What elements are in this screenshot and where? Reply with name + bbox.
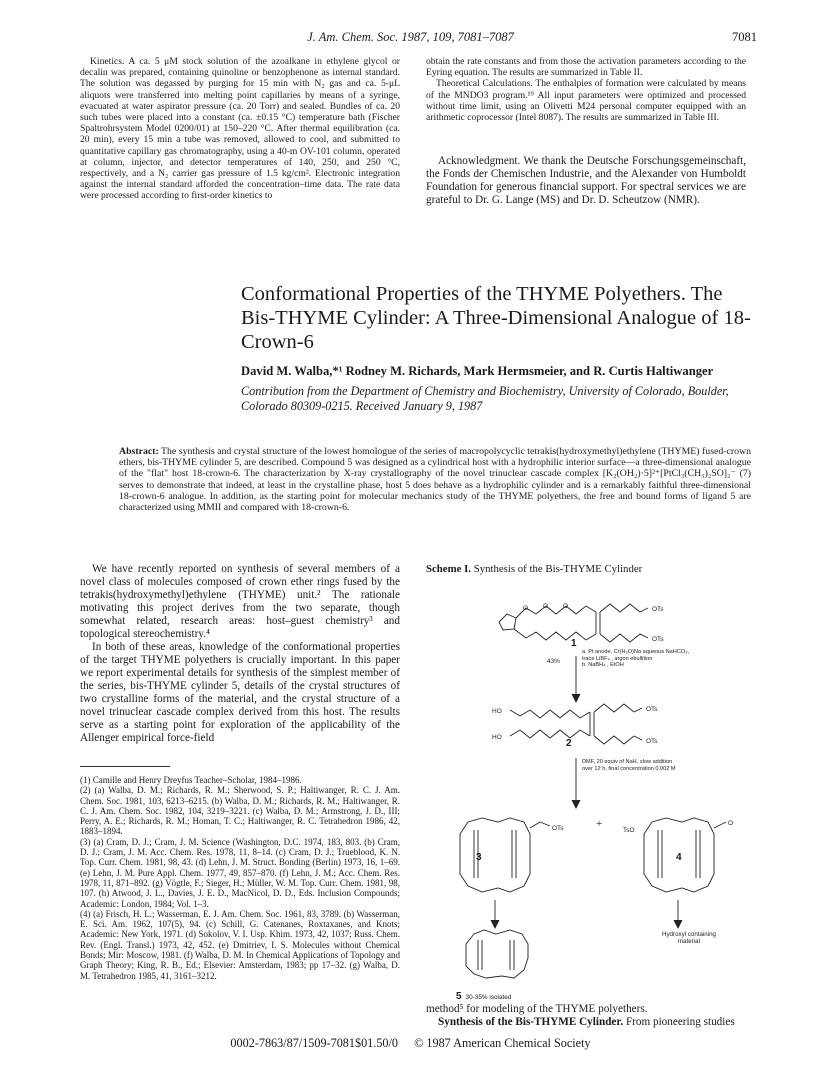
condition-2b: over 12 h, final concentration 0.002 M	[582, 765, 676, 772]
condition-2a: DMF, 20 equiv of NaH, slow addition	[582, 759, 673, 765]
label-ots: OTs	[646, 706, 658, 713]
acknowledgment-block	[426, 155, 746, 207]
reference-1: (1) Camille and Henry Dreyfus Teacher–Scholar, 1984–1986.	[80, 775, 302, 785]
theoretical-paragraph: Theoretical Calculations. The enthalpies of formation were calculated by means of the MNDO3 program.¹⁹ All input parameters were optimized and processed without time limit, using an Olivetti M24 personal computer equipped with an arithmetic coprocessor (Intel 8087). The results are summarized in Table III.	[426, 78, 746, 124]
compound-3-label: 3	[476, 852, 482, 863]
running-header: J. Am. Chem. Soc. 1987, 109, 7081–7087	[307, 30, 514, 44]
condition-1c: b. NaBH₄ , EtOH	[582, 662, 624, 669]
label-ho: HO	[492, 734, 502, 741]
prev-article-left-column	[80, 56, 400, 202]
body-left-column	[80, 563, 400, 745]
compound-5-label: 5	[456, 991, 462, 1002]
scheme-title-text: Synthesis of the Bis-THYME Cylinder	[473, 563, 643, 575]
body-paragraph-1: We have recently reported on synthesis of several members of a novel class of molecules composed of crown ether rings fused by the tetrakis(hydroxymethyl)ethylene (THYME) unit.² The rationale motivating this project derives from the two separate, though somewhat related, research areas: host–guest chemistry³ and topological stereochemistry.⁴	[80, 563, 400, 640]
synthesis-heading: Synthesis of the Bis-THYME Cylinder.	[438, 1016, 624, 1028]
label-ots: OTs	[652, 606, 664, 613]
label-ots: OTs	[652, 636, 664, 643]
compound-4-label: 4	[676, 852, 682, 863]
label-ots: OTs	[552, 825, 564, 832]
compound-3-structure	[460, 818, 550, 892]
scheme-title	[426, 563, 746, 575]
condition-1b: trace LiBF₄ , argon ebullition	[582, 655, 653, 662]
condition-1a: a. Pt anode, Cr(H₂O)Na aqueous NaHCO₃,	[582, 649, 690, 655]
compound-1-structure	[499, 604, 648, 642]
compound-5-structure	[462, 882, 528, 978]
page-footer	[0, 1036, 821, 1051]
page-number: 7081	[732, 30, 757, 44]
author-list: David M. Walba,*¹ Rodney M. Richards, Mark Hermsmeier, and R. Curtis Haltiwanger	[241, 364, 714, 378]
plus-sign: +	[596, 818, 603, 830]
rate-continuation: obtain the rate constants and from those the activation parameters according to the Eyring equation. The results are summarized in Table II.	[426, 56, 746, 79]
compound-4-structure	[644, 818, 726, 892]
scheme-1-figure	[426, 578, 756, 980]
compound-1-label: 1	[571, 638, 577, 649]
label-o: O	[563, 603, 569, 610]
label-ho: HO	[492, 708, 502, 715]
label-tso: TsO	[623, 827, 635, 834]
footer-code: 0002-7863/87/1509-7081$01.50/0	[230, 1036, 398, 1050]
prev-article-right-column	[426, 56, 746, 123]
reference-3: (3) (a) Cram, D. J.; Cram, J. M. Science (Washington, D.C. 1974, 183, 803. (b) Cram, D. J.; Cram, J. M. Acc. Chem. Res. 1978, 11, 8–14. (c) Cram, D. J.; Trueblood, K. N. Top. Curr. Chem. 1981, 98, 43. (d) Lehn, J. M. Struct. Bonding (Berlin) 1973, 16, 1–69. (e) Lehn, J. M. Pure Appl. Chem. 1977, 49, 857–870. (f) Lehn, J. M.; Acc. Chem. Res. 1978, 11, 871–892. (g) Vögtle, F.; Sieger, H.; Müller, W. M. Top. Curr. Chem. 1981, 98, 107. (h) Atwood, J. L., Davies, J. E. D., MacNicol, D. D., Eds. Inclusion Compounds; Academic: London, 1984; Vol. 1–3.	[80, 836, 400, 909]
article-title: Conformational Properties of the THYME Polyethers. The Bis-THYME Cylinder: A Three-Dimensional Analogue of 18-Crown-6	[241, 283, 751, 353]
label-o: O	[523, 605, 529, 612]
compound-2-structure	[510, 704, 642, 744]
label-o: O	[728, 820, 734, 827]
references-list	[80, 775, 400, 981]
conditions-step-1	[582, 649, 752, 669]
footer-copyright: © 1987 American Chemical Society	[414, 1036, 591, 1050]
hydroxyl-line-1: Hydroxyl containing	[662, 931, 716, 938]
synthesis-heading-line	[426, 1016, 746, 1029]
abstract-label: Abstract:	[119, 446, 159, 457]
footnote-rule	[80, 766, 170, 767]
hydroxyl-material-label	[654, 932, 724, 945]
conditions-step-2	[582, 759, 752, 772]
scheme-title-label: Scheme I.	[426, 563, 471, 575]
body-line-method: method⁵ for modeling of the THYME polyethers.	[426, 1003, 648, 1015]
abstract-text: The synthesis and crystal structure of the lowest homologue of the series of macropolycyclic tetrakis(hydroxymethyl)ethylene (THYME) fused-crown ethers, bis-THYME cylinder 5, are described. Compound 5 was designed as a cylindrical host with a hydrophilic interior surface—a three-dimensional analogue of the "flat" host 18-crown-6. The characterization by X-ray crystallography of the novel trinuclear cascade complex [K₂(OH₂)·5]²⁺[PtCl₃(CH₃)₂SO]₂⁻ (7) serves to demonstrate that indeed, at least in the crystalline phase, host 5 does behave as a hydrophilic cylinder and is a remarkably faithful three-dimensional 18-crown-6 analogue. In addition, as the starting point for molecular mechanics study of the THYME polyethers, the free and bound forms of ligand 5 are characterized using MMII and compared with 18-crown-6.	[119, 446, 751, 514]
acknowledgment-paragraph: Acknowledgment. We thank the Deutsche Forschungsgemeinschaft, the Fonds der Chemischen Industrie, and the Alexander von Humboldt Foundation for generous financial support. For spectral services we are grateful to Dr. G. Lange (MS) and Dr. D. Scheutzow (NMR).	[426, 155, 746, 206]
reference-4: (4) (a) Frisch, H. L.; Wasserman, E. J. Am. Chem. Soc. 1961, 83, 3789. (b) Wasserman, E. Sci. Am. 1962, 107(5), 94. (c) Schill, G. Catenanes, Roxtaxanes, and Knots; Academic: New York, 1971. (d) Sokolov, V. I. Usp. Khim. 1973, 42, 1037; Russ. Chem. Rev. (Engl. Transl.) 1973, 42, 452. (e) Dmitriev, I. S. Molecules without Chemical Bonds; Mir: Moscow, 1981. (f) Walba, D. M. In Chemical Applications of Topology and Graph Theory; King, R. B., Ed.; Elsevier: Amsterdam, 1983; pp 17–32. (g) Walba, D. M. Tetrahedron 1985, 41, 3161–3212.	[80, 908, 400, 981]
hydroxyl-line-2: material	[677, 937, 700, 945]
affiliation: Contribution from the Department of Chemistry and Biochemistry, University of Colorado, Boulder, Colorado 80309-0215. Received January 9, 1987	[241, 384, 729, 413]
abstract	[119, 446, 751, 513]
kinetics-paragraph: Kinetics. A ca. 5 μM stock solution of the azoalkane in ethylene glycol or decalin was prepared, containing quinoline or benzophenone as internal standard. The solution was degassed by purging for 15 min with N₂ gas and ca. 5-μL aliquots were transferred into melting point capillaries by means of a syringe, evacuated at water aspirator pressure (ca. 20 Torr) and sealed. Bundles of ca. 20 such tubes were placed into a constant (ca. ±0.15 °C) temperature bath (Fischer Spaltrohrsystem Model 0200/01) at 150–220 °C. After thermal equilibration (ca. 20 min), every 15 min a tube was removed, allowed to cool, and submitted to quantitative capillary gas chromatography, using a 40-m OV-101 column, operated at column, injector, and detector temperatures of 140, 250, and 250 °C, respectively, and a N₂ carrier gas pressure of 1.5 kg/cm². Electronic integration against the internal standard afforded the concentration–time data. The rate data were processed according to first-order kinetics to	[80, 56, 400, 202]
compound-5-caption	[456, 986, 511, 1004]
compound-2-label: 2	[566, 738, 572, 749]
label-o: O	[543, 603, 549, 610]
synthesis-text: From pioneering studies	[623, 1016, 735, 1028]
reference-2: (2) (a) Walba, D. M.; Richards, R. M.; Sherwood, S. P.; Haltiwanger, R. C. J. Am. Chem. Soc. 1981, 103, 6213–6215. (b) Walba, D. M.; Richards, R. M.; Haltiwanger, R. C. J. Am. Chem. Soc. 1982, 104, 3219–3221. (c) Walba, D. M.; Armstrong, J. D., III; Perry, A. E.; Richards, R. M.; Homan, T. C.; Haltiwanger, R. C. Tetrahedron 1986, 42, 1883–1894.	[80, 785, 400, 837]
yield-step-1: 43%	[547, 658, 560, 665]
yield-step-3: 30-35% isolated	[465, 994, 512, 1001]
label-ots: OTs	[646, 738, 658, 745]
body-right-column-end	[426, 1003, 746, 1029]
body-paragraph-2: In both of these areas, knowledge of the conformational properties of the target THYME polyethers is crucially important. In this paper we report experimental details for synthesis of the simplest member of the series, bis-THYME cylinder 5, details of the crystal structures of two crystalline forms of the material, and the crystal structure of a novel trinuclear cascade complex derived from this host. The results serve as a starting point for exploration of the applicability of the Allenger empirical force-field	[80, 641, 400, 744]
